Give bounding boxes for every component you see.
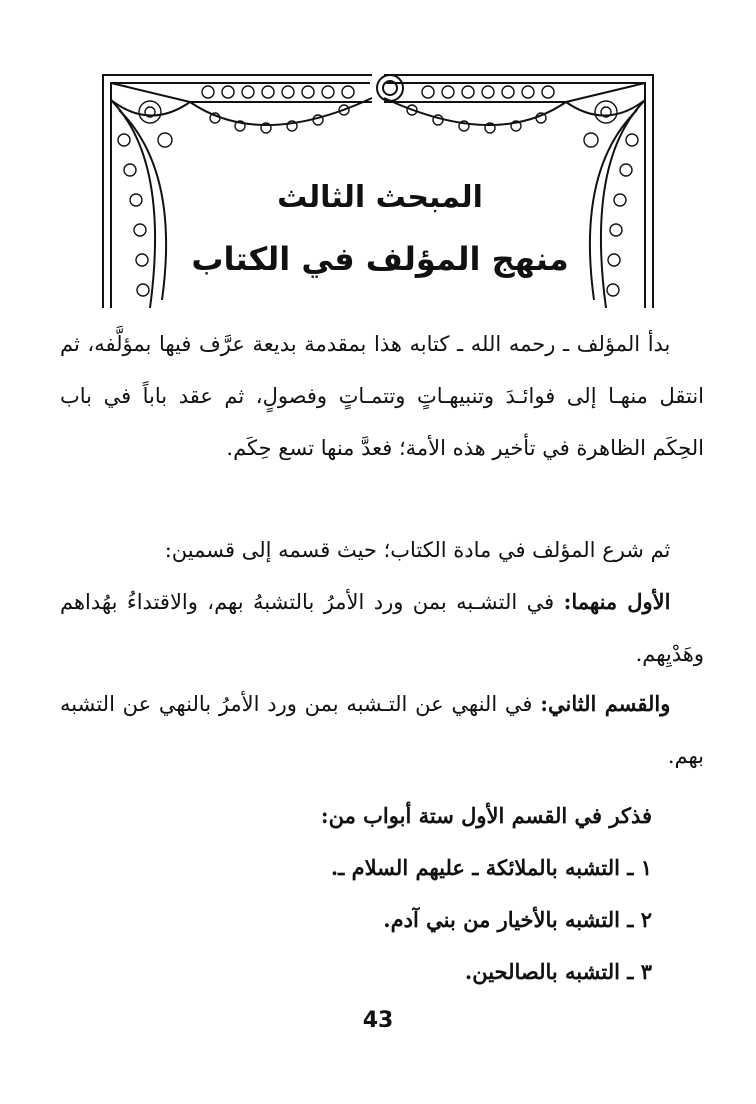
part-one-text: في التشـبه بمن ورد الأمرُ بالتشبهُ بهم، والاقتداءُ بهُداهم وهَدْيِهم. bbox=[60, 590, 704, 666]
intro-paragraph bbox=[60, 318, 704, 474]
division-text: ثم شرع المؤلف في مادة الكتاب؛ حيث قسمه إلى قسمين: bbox=[164, 538, 671, 562]
chapters-intro-paragraph bbox=[60, 790, 704, 842]
part-two-paragraph bbox=[60, 678, 704, 782]
part-two-text: في النهي عن التـشبه بمن ورد الأمرُ بالنهي عن التشبه بهم. bbox=[60, 692, 704, 768]
chapters-list bbox=[60, 842, 704, 998]
page-number: 43 bbox=[362, 1008, 394, 1033]
chapters-intro: فذكر في القسم الأول ستة أبواب من: bbox=[320, 803, 652, 828]
list-item: ١ ـ التشبه بالملائكة ـ عليهم السلام ـ. bbox=[330, 855, 652, 880]
list-item: ٣ ـ التشبه بالصالحين. bbox=[464, 959, 652, 984]
division-paragraph bbox=[60, 524, 704, 576]
intro-text: بدأ المؤلف ـ رحمه الله ـ كتابه هذا بمقدمة بديعة عرَّف فيها بمؤلَّفه، ثم انتقل منهـا إلى فوائـدَ وتنبيهـاتٍ وتتمـاتٍ وفصولٍ، ثم عقد باباً في باب الحِكَم الظاهرة في تأخير هذه الأمة؛ فعدَّ منها تسع حِكَم. bbox=[60, 332, 704, 460]
part-one-label: الأول منهما: bbox=[563, 589, 671, 614]
section-subtitle: المبحث الثالث bbox=[277, 180, 483, 215]
part-two-label: والقسم الثاني: bbox=[540, 691, 671, 716]
list-item: ٢ ـ التشبه بالأخيار من بني آدم. bbox=[383, 907, 652, 932]
section-title: منهج المؤلف في الكتاب bbox=[191, 240, 569, 278]
part-one-paragraph bbox=[60, 576, 704, 680]
